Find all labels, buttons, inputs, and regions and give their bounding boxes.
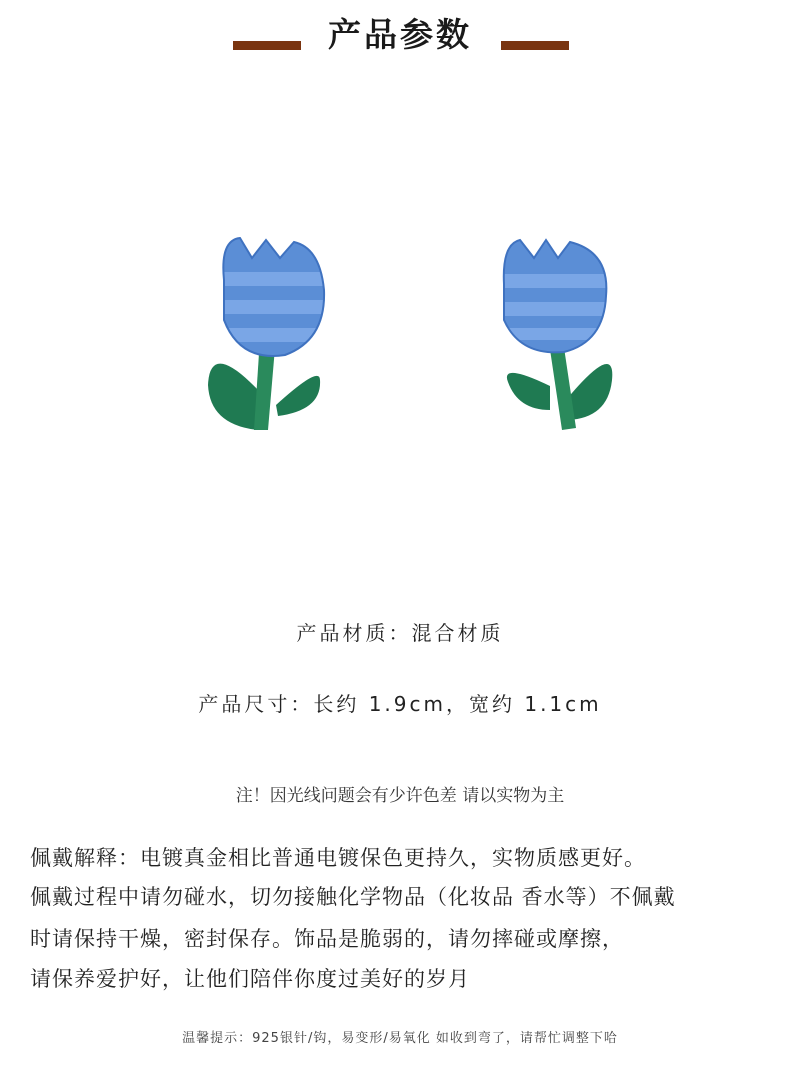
header-bar-right <box>501 41 569 50</box>
right-leaf-left <box>507 373 550 410</box>
section-header <box>0 12 800 58</box>
header-bar-left <box>233 41 301 50</box>
spec-size: 产品尺寸：长约 1.9cm，宽约 1.1cm <box>198 692 602 716</box>
section-title: 产品参数 <box>328 15 472 54</box>
footer-tip: 温馨提示：925银针/钩，易变形/易氧化 如收到弯了，请帮忙调整下哈 <box>182 1031 618 1046</box>
right-earring <box>490 230 620 430</box>
care-line-1: 佩戴解释：电镀真金相比普通电镀保色更持久，实物质感更好。 <box>30 846 646 870</box>
care-line-4: 请保养爱护好，让他们陪伴你度过美好的岁月 <box>30 967 470 991</box>
left-leaf-left <box>208 364 258 430</box>
color-note: 注！因光线问题会有少许色差 请以实物为主 <box>235 786 565 806</box>
left-earring <box>208 230 340 430</box>
left-leaf-right <box>276 376 320 416</box>
product-image <box>180 200 630 460</box>
care-line-3: 时请保持干燥，密封保存。饰品是脆弱的，请勿摔碰或摩擦， <box>30 927 624 951</box>
spec-material: 产品材质：混合材质 <box>296 621 504 645</box>
care-line-2: 佩戴过程中请勿碰水，切勿接触化学物品（化妆品 香水等）不佩戴 <box>30 885 676 909</box>
